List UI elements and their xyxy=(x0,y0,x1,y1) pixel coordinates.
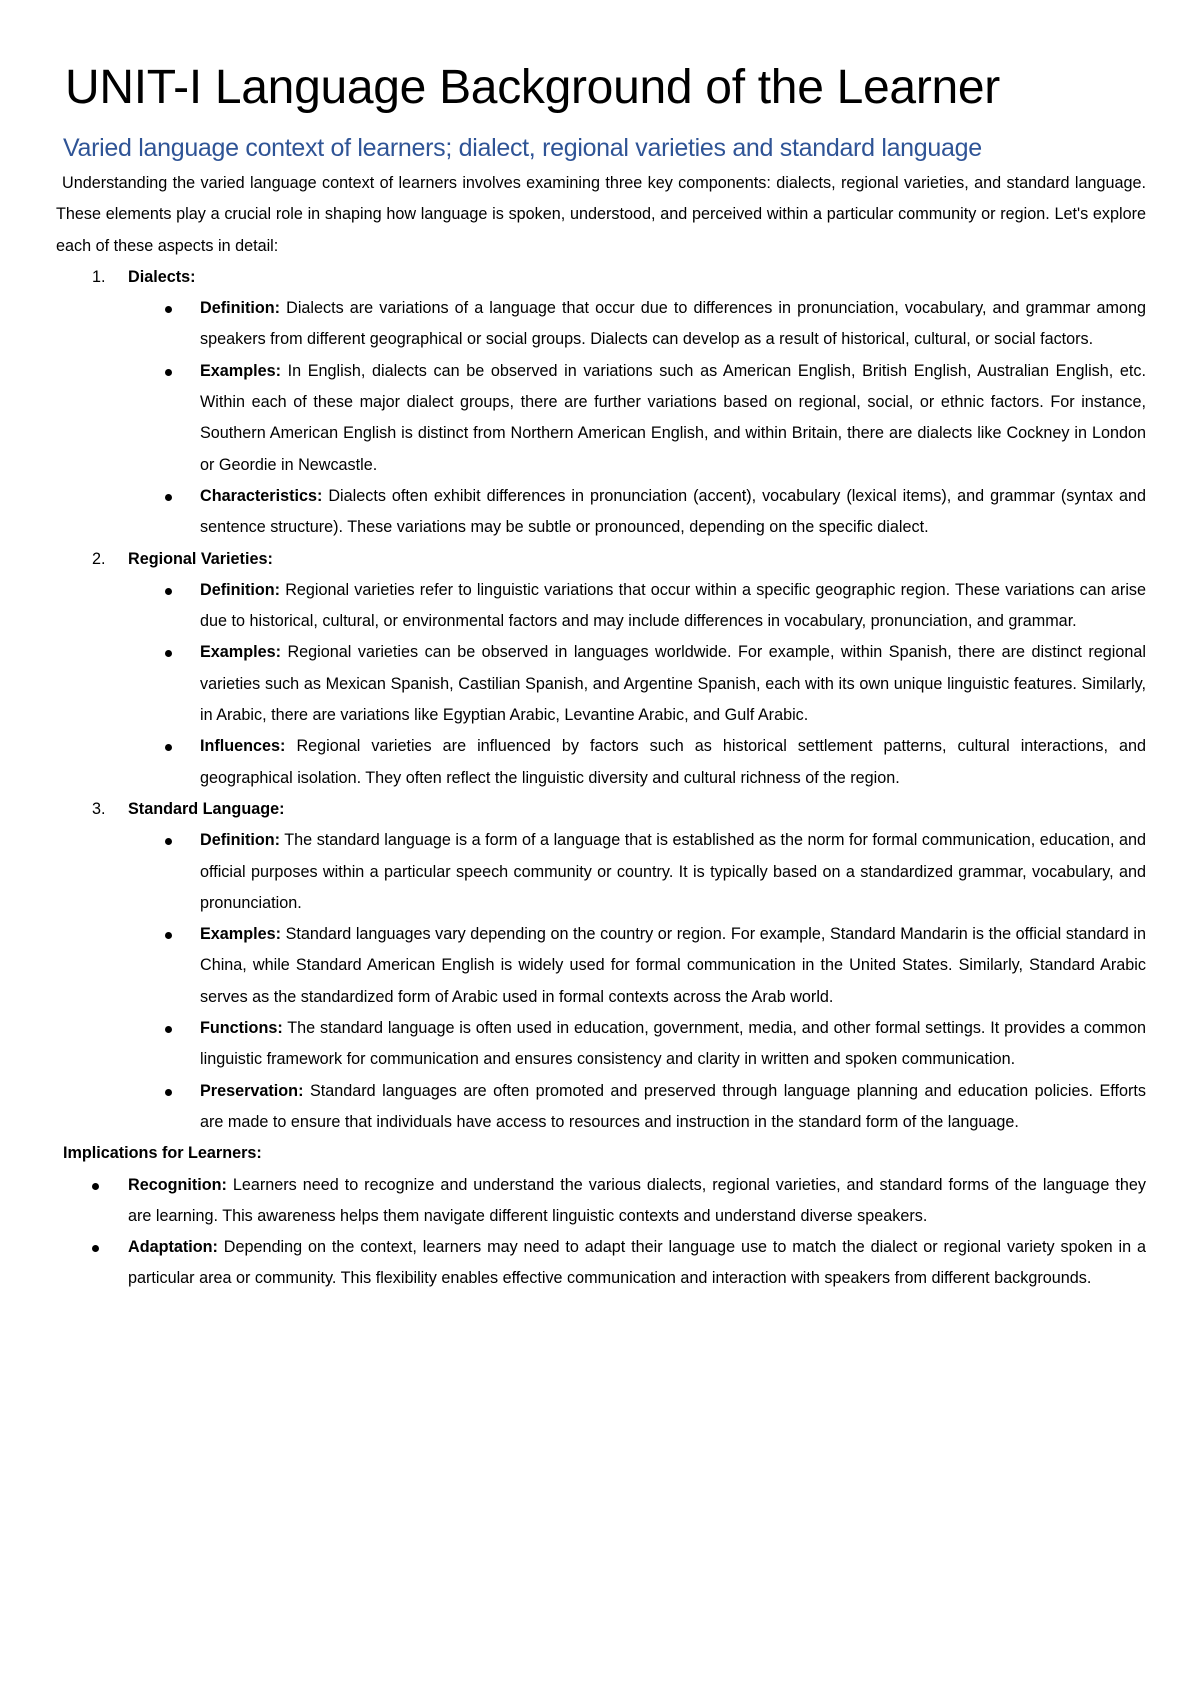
point-label: Definition: xyxy=(200,580,281,599)
section-points xyxy=(128,825,1146,1138)
list-item xyxy=(56,293,1146,356)
point-text: Regional varieties refer to linguistic variations that occur within a specific geographic region. These variations can arise due to historical, cultural, or environmental factors and may include differences in vocabulary, pronunciation, and grammar. xyxy=(200,580,1147,631)
section-title: Standard Language: xyxy=(128,799,285,818)
section-heading: Varied language context of learners; dialect, regional varieties and standard language xyxy=(63,134,982,162)
list-item xyxy=(56,356,1146,481)
point-text: The standard language is often used in education, government, media, and other formal settings. It provides a common linguistic framework for communication and ensures consistency and clarity in written and spoken communication. xyxy=(200,1019,1146,1069)
section-number: 1. xyxy=(92,267,106,286)
section-dialects xyxy=(56,262,1146,544)
bullet-icon xyxy=(165,650,172,657)
point-label: Functions: xyxy=(200,1019,283,1038)
point-label: Adaptation: xyxy=(128,1238,218,1257)
bullet-icon xyxy=(165,838,172,845)
point-text: The standard language is a form of a language that is established as the norm for formal communication, education, and official purposes within a particular speech community or country. It is typically based on a standardized grammar, vocabulary, and pronunciation. xyxy=(200,831,1146,912)
point-label: Examples: xyxy=(200,643,281,662)
list-item xyxy=(56,1013,1146,1076)
list-item xyxy=(56,575,1146,638)
point-label: Definition: xyxy=(200,299,281,318)
bullet-icon xyxy=(92,1245,99,1252)
bullet-icon xyxy=(165,494,172,501)
point-text: In English, dialects can be observed in variations such as American English, British English, Australian English, etc. Within each of these major dialect groups, there are further variations based on regional, social, or ethnic factors. For instance, Southern American English is distinct from Northern American English, and within Britain, there are dialects like Cockney in London or Geordie in Newcastle. xyxy=(200,361,1146,474)
section-title: Dialects: xyxy=(128,267,196,286)
section-points xyxy=(128,293,1146,543)
section-title: Regional Varieties: xyxy=(128,549,273,568)
list-item xyxy=(56,1232,1146,1295)
implications-list xyxy=(56,1170,1146,1295)
point-text: Standard languages are often promoted and preserved through language planning and education policies. Efforts are made to ensure that individuals have access to resources and instruction in the standard form of the language. xyxy=(200,1081,1146,1131)
list-item xyxy=(56,1076,1146,1139)
bullet-icon xyxy=(165,306,172,313)
bullet-icon xyxy=(165,1026,172,1033)
bullet-icon xyxy=(92,1183,99,1190)
section-standard-language xyxy=(56,794,1146,1138)
point-label: Characteristics: xyxy=(200,486,323,505)
list-item xyxy=(56,919,1146,1013)
point-text: Standard languages vary depending on the country or region. For example, Standard Mandarin is the official standard in China, while Standard American English is widely used for formal communication in the United States. Similarly, Standard Arabic serves as the standardized form of Arabic used in formal contexts across the Arab world. xyxy=(200,925,1146,1006)
point-text: Depending on the context, learners may need to adapt their language use to match the dialect or regional variety spoken in a particular area or community. This flexibility enables effective communication and interaction with speakers from different backgrounds. xyxy=(128,1238,1147,1288)
document-body xyxy=(56,168,1146,1295)
point-text: Learners need to recognize and understand the various dialects, regional varieties, and standard forms of the language they are learning. This awareness helps them navigate different linguistic contexts and understand diverse speakers. xyxy=(128,1175,1146,1225)
section-number: 3. xyxy=(92,799,106,818)
page-title: UNIT-I Language Background of the Learner xyxy=(65,61,1000,114)
point-label: Examples: xyxy=(200,925,281,944)
point-text: Regional varieties can be observed in languages worldwide. For example, within Spanish, there are distinct regional varieties such as Mexican Spanish, Castilian Spanish, and Argentine Spanish, each with its own unique linguistic features. Similarly, in Arabic, there are variations like Egyptian Arabic, Levantine Arabic, and Gulf Arabic. xyxy=(200,643,1146,725)
list-item xyxy=(56,731,1146,794)
section-regional-varieties xyxy=(56,544,1146,794)
point-label: Definition: xyxy=(200,831,281,850)
point-text: Dialects often exhibit differences in pronunciation (accent), vocabulary (lexical items), and grammar (syntax and sentence structure). These variations may be subtle or pronounced, depending on the specific dialect. xyxy=(200,486,1146,537)
list-item xyxy=(56,481,1146,544)
point-label: Recognition: xyxy=(128,1175,227,1194)
section-number: 2. xyxy=(92,549,106,568)
list-item xyxy=(56,637,1146,731)
bullet-icon xyxy=(165,744,172,751)
bullet-icon xyxy=(165,1089,172,1096)
point-text: Regional varieties are influenced by factors such as historical settlement patterns, cultural interactions, and geographical isolation. They often reflect the linguistic diversity and cultural richness of the region. xyxy=(200,737,1146,787)
bullet-icon xyxy=(165,588,172,595)
list-item xyxy=(56,1170,1146,1233)
point-text: Dialects are variations of a language that occur due to differences in pronunciation, vocabulary, and grammar among speakers from different geographical or social groups. Dialects can develop as a result of historical, cultural, or social factors. xyxy=(200,299,1146,349)
bullet-icon xyxy=(165,932,172,939)
components-list xyxy=(56,262,1146,1138)
list-item xyxy=(56,825,1146,919)
section-points xyxy=(128,575,1146,794)
point-label: Examples: xyxy=(200,361,281,380)
point-label: Preservation: xyxy=(200,1081,304,1100)
implications-heading: Implications for Learners: xyxy=(63,1144,262,1163)
bullet-icon xyxy=(165,369,172,376)
point-label: Influences: xyxy=(200,737,286,756)
intro-paragraph: Understanding the varied language context of learners involves examining three key components: dialects, regional varieties, and standard language. These elements play a crucial role in shaping how language is spoken, understood, and perceived within a particular community or region. Let's explore each of these aspects in detail: xyxy=(56,174,1146,255)
